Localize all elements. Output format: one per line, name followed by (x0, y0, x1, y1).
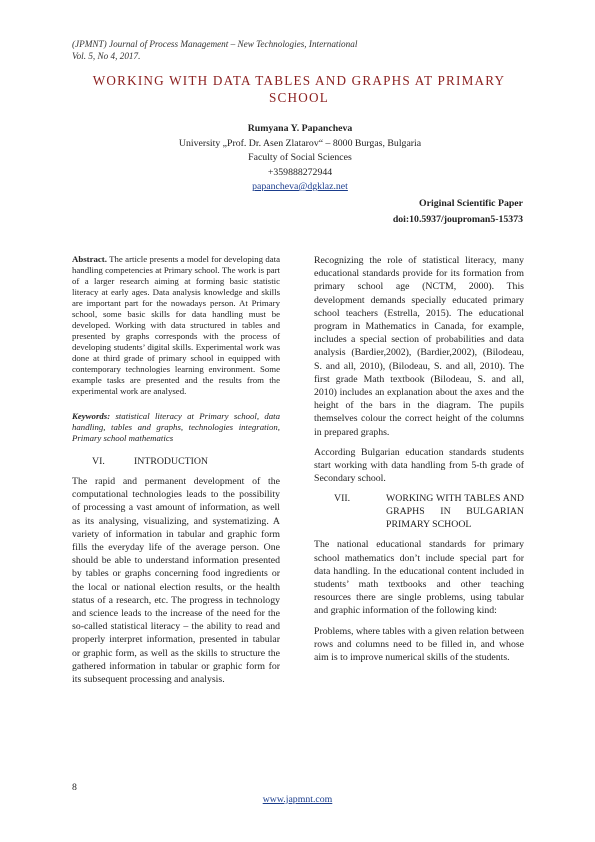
section-title: INTRODUCTION (134, 456, 209, 467)
abstract (72, 254, 280, 397)
paper-title: WORKING WITH DATA TABLES AND GRAPHS AT PRIMARY SCHOOL (92, 73, 506, 105)
section-heading-tables-graphs (314, 492, 524, 531)
footer-url-link[interactable]: www.japmnt.com (262, 794, 333, 805)
introduction-paragraph: The rapid and permanent development of the computational technologies leads to the possibility of processing a vast amount of information, as well as its analysing, visualizing, and systematizing. A variety of information in tabular and graphic form fills the everyday life of the average person. One should be able to understand information presented by tables or graphs concerning food ingredients or the local or national election results, or the health status of a research, etc. The progress in technology and science leads to the increase of the need for the so-called statistical literacy – the ability to read and properly interpret information, presented in tabular or graphic form, as well as the skills to structure the gathered information in tabular or graphic form for its subsequent processing and analysis. (72, 476, 280, 686)
section-title: WORKING WITH TABLES AND GRAPHS IN BULGARIAN PRIMARY SCHOOL (386, 493, 524, 531)
left-column (72, 254, 280, 693)
paragraph-problems: Problems, where tables with a given relation between rows and columns need to be filled in, and whose aim is to improve numerical skills of the students. (314, 625, 524, 664)
page-number: 8 (72, 782, 77, 793)
paragraph-national-standards: The national educational standards for primary school mathematics don’t include special part for data handling. In the educational content included in students’ math textbooks and other teaching resources there are single problems, using tabular and graphic information of the following kind: (314, 539, 524, 617)
abstract-text: The article presents a model for developing data handling competencies at Primary school. The work is part of a larger research aiming at forming basic statistic literacy at early ages. Data analysis knowledge and skills are important part for the nowadays person. At Primary school, some basic skills for data handling must be developed. Working with data structured in tables and presented by graphs corresponds with the process of developing students’ digital skills. Experimental work was done at third grade of primary school in equipped with contemporary technologies learning environment. Some example tasks are presented and the results from the experimental work are analysed. (72, 254, 280, 396)
abstract-label: Abstract. (72, 254, 107, 264)
author-email-link[interactable]: papancheva@dgklaz.net (252, 181, 348, 192)
author-block (100, 122, 500, 195)
journal-name: (JPMNT) Journal of Process Management – New Technologies, International (72, 39, 358, 49)
section-heading-introduction (72, 455, 280, 468)
keywords-text: statistical literacy at Primary school, data handling, tables and graphs, technologies integration, Primary school mathematics (72, 411, 281, 443)
paper-info (393, 196, 523, 228)
keywords (72, 411, 280, 444)
author-name: Rumyana Y. Papancheva (247, 123, 353, 134)
paper-type: Original Scientific Paper (419, 198, 523, 209)
journal-header (72, 38, 357, 62)
section-number: VI. (92, 456, 105, 467)
section-number: VII. (334, 493, 351, 505)
keywords-label: Keywords: (72, 411, 111, 421)
paragraph-statistical-literacy: Recognizing the role of statistical literacy, many educational standards provide for its formation from primary school age (NCTM, 2000). This development demands specially educated primary school teachers (Estrella, 2015). The educational program in Mathematics in Canada, for example, includes a special section of probabilities and data analysis (Bardier,2002), (Bardier,2002), (Bilodeau, S. and all, 2010), (Bilodeau, S. and all, 2010). The first grade Math textbook (Bilodeau, S. and all, 2010) includes an explanation about the axes and the height of the bars in the diagram. The pupils themselves colour the correct height of the columns in prepared graphs. (314, 255, 524, 438)
journal-volume: Vol. 5, No 4, 2017. (72, 51, 141, 61)
author-affiliation: University „Prof. Dr. Asen Zlatarov“ – 8000 Burgas, Bulgaria (178, 137, 422, 149)
paper-doi: doi:10.5937/jouproman5-15373 (392, 214, 523, 225)
right-column (314, 254, 524, 671)
author-phone: +359888272944 (267, 166, 333, 178)
paragraph-bulgarian-standards: According Bulgarian education standards students start working with data handling from 5-th grade of Secondary school. (314, 446, 524, 485)
author-faculty: Faculty of Social Sciences (248, 152, 352, 163)
